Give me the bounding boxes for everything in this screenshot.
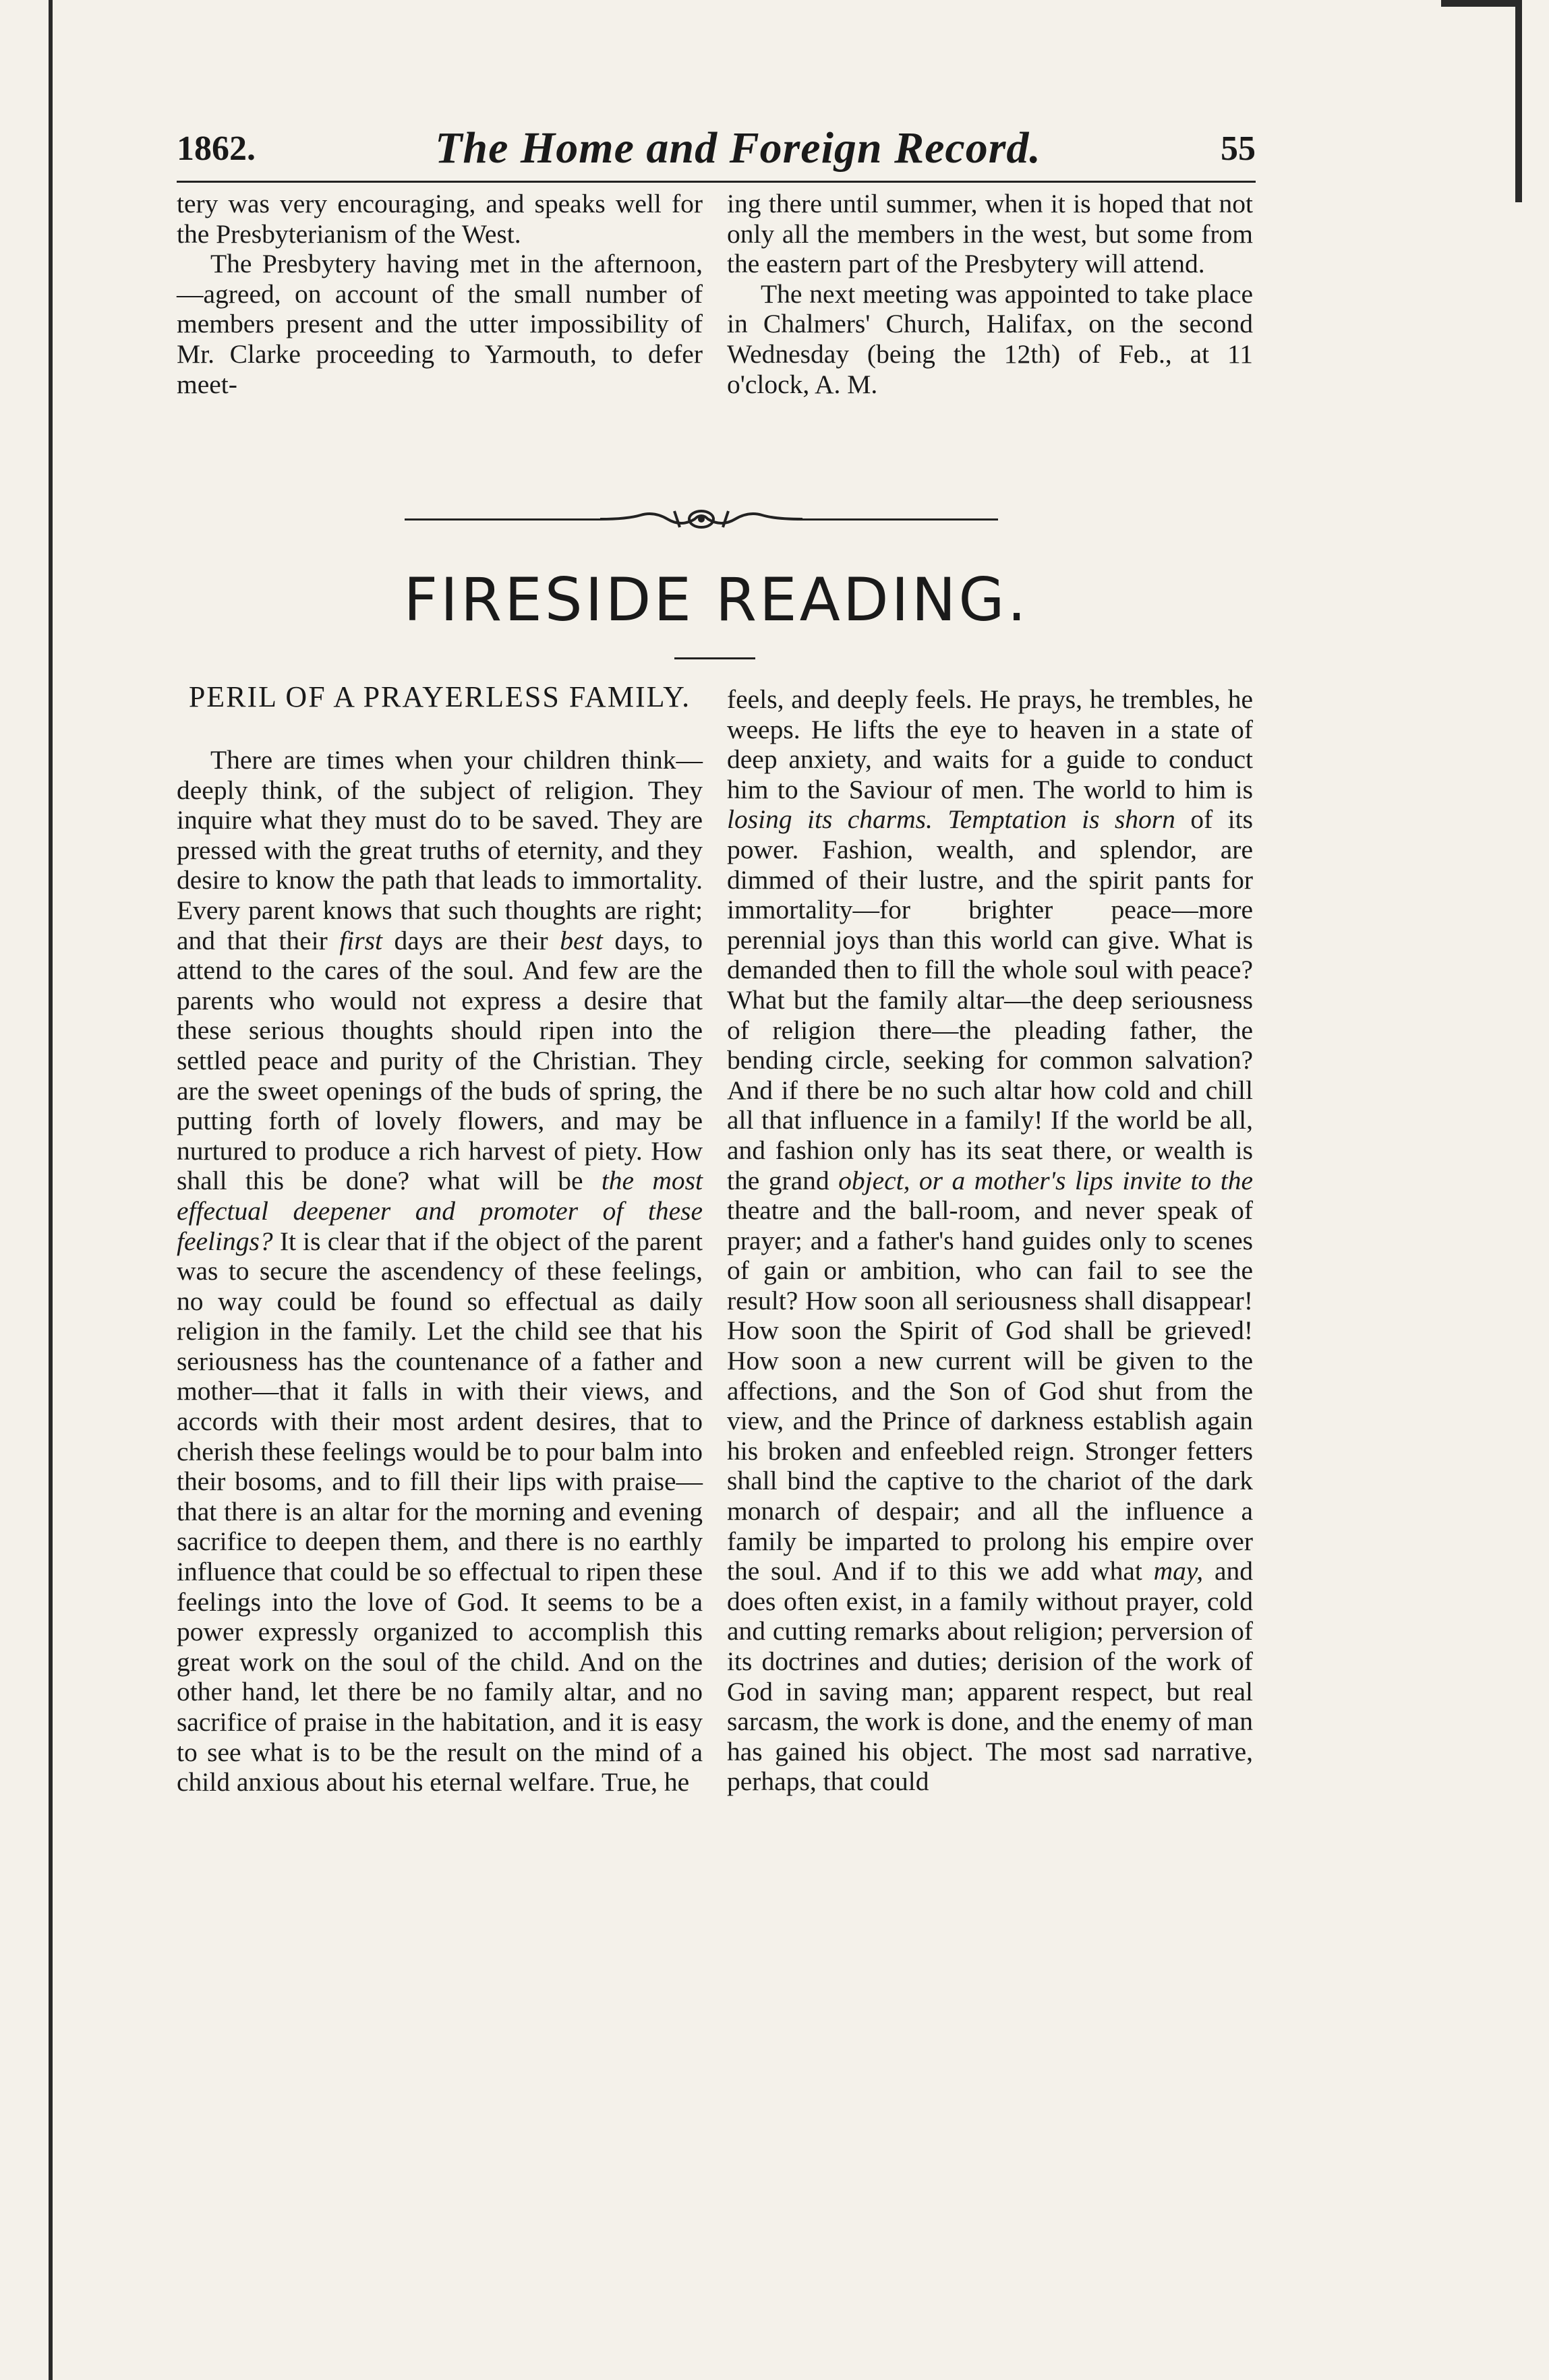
article-right-text-4: and does often exist, in a family without prayer, cold and cutting remarks about religion; perversion of its doctrines and duties; derision of the work of God in saving man; apparent respect, but real sarcasm, the work is done, and the enemy of man has gained his object. The most sad narrative, perhaps, that could — [727, 1556, 1253, 1797]
article-right-paragraph — [727, 684, 1253, 1797]
intro-left-column — [177, 189, 703, 399]
article-left-effectual: the most effectual deepener and promoter of these feelings? — [177, 1166, 703, 1256]
intro-right-paragraph-1: ing there until summer, when it is hoped that not only all the members in the west, but some from the eastern part of the Presbytery will attend. — [727, 189, 1253, 279]
intro-right-column — [727, 189, 1253, 399]
intro-left-paragraph-1: tery was very encouraging, and speaks well for the Presbyterianism of the West. — [177, 189, 703, 249]
section-divider-ornament — [405, 506, 998, 533]
header-year: 1862. — [177, 129, 256, 168]
journal-title: The Home and Foreign Record. — [435, 123, 1041, 173]
intro-left-paragraph-2: The Presbytery having met in the afternoon,—agreed, on account of the small number of members present and the utter impossibility of Mr. Clarke proceeding to Yarmouth, to defer meet- — [177, 249, 703, 399]
binding-edge-line — [49, 0, 53, 2380]
article-left-text-4: It is clear that if the object of the parent was to secure the ascendency of these feelings, no way could be found so effectual as daily religion in the family. Let the child see that his seriousness has the countenance of a father and mother—that it falls in with their views, and accords with their most ardent desires, that to cherish these feelings would be to pour balm into their bosoms, and to fill their lips with praise—that there is an altar for the morning and evening sacrifice to deepen them, and there is no earthly influence that could be so effectual to ripen these feelings into the love of God. It seems to be a power expressly organized to accomplish this great work on the soul of the child. And on the other hand, let there be no family altar, and no sacrifice of praise in the habitation, and it is easy to see what is to be the result on the mind of a child anxious about his eternal welfare. True, he — [177, 1226, 703, 1797]
article-left-text-2: days are their — [382, 925, 560, 955]
article-left-text-1: There are times when your children think—deeply think, of the subject of religion. They inquire what they must do to be saved. They are pressed with the great truths of eternity, and they desire to know the path that leads to immortality. Every parent knows that such thoughts are right; and that their — [177, 745, 703, 955]
article-right-losing: losing its charms. Temptation is shorn — [727, 804, 1175, 835]
article-right-text-1: feels, and deeply feels. He prays, he trembles, he weeps. He lifts the eye to heaven in a state of deep anxiety, and waits for a guide to conduct him to the Saviour of men. The world to him is — [727, 684, 1253, 804]
article-left-text-3: days, to attend to the cares of the soul. And few are the parents who would not express a desire that these serious thoughts should ripen into the settled peace and purity of the Christian. They are the sweet openings of the buds of spring, the putting forth of lovely flowers, and may be nurtured to produce a rich harvest of piety. How shall this be done? what will be — [177, 925, 703, 1196]
article-left-first: first — [339, 925, 382, 955]
article-right-object: object, or a mother's lips invite to the — [838, 1165, 1253, 1195]
section-title-rule — [674, 657, 755, 659]
article-right-may: may, — [1153, 1556, 1204, 1586]
article-right-column — [727, 684, 1253, 1797]
right-edge-mark-top — [1441, 0, 1522, 7]
flourish-icon — [600, 506, 802, 533]
article-left-column — [177, 745, 703, 1797]
divider-line-left — [405, 518, 600, 520]
article-left-best: best — [560, 925, 603, 955]
divider-line-right — [802, 518, 998, 520]
article-right-text-2: of its power. Fashion, wealth, and splendor, are dimmed of their lustre, and the spirit pants for immortality—for brighter peace—more perennial joys than this world can give. What is demanded then to fill the whole soul with peace? What but the family altar—the deep seriousness of religion there—the pleading father, the bending circle, seeking for common salvation? And if there be no such altar how cold and chill all that influence in a family! If the world be all, and fashion only has its seat there, or wealth is the grand — [727, 804, 1253, 1195]
header-rule — [177, 181, 1256, 183]
article-title: PERIL OF A PRAYERLESS FAMILY. — [188, 680, 691, 713]
page-number: 55 — [1220, 129, 1256, 168]
intro-right-paragraph-2: The next meeting was appointed to take place in Chalmers' Church, Halifax, on the second Wednesday (being the 12th) of Feb., at 11 o'clock, A. M. — [727, 278, 1253, 399]
section-title: FIRESIDE READING. — [403, 565, 1029, 634]
article-right-text-3: theatre and the ball-room, and never speak of prayer; and a father's hand guides only to scenes of gain or ambition, who can fail to see the result? How soon all seriousness shall disappear! How soon the Spirit of God shall be grieved! How soon a new current will be given to the affections, and the Son of God shut from the view, and the Prince of darkness establish again his broken and enfeebled reign. Stronger fetters shall bind the captive to the chariot of the dark monarch of despair; and all the influence a family be imparted to prolong his empire over the soul. And if to this we add what — [727, 1195, 1253, 1586]
right-edge-mark — [1515, 0, 1522, 202]
page-header — [177, 118, 1256, 179]
article-left-paragraph — [177, 745, 703, 1797]
